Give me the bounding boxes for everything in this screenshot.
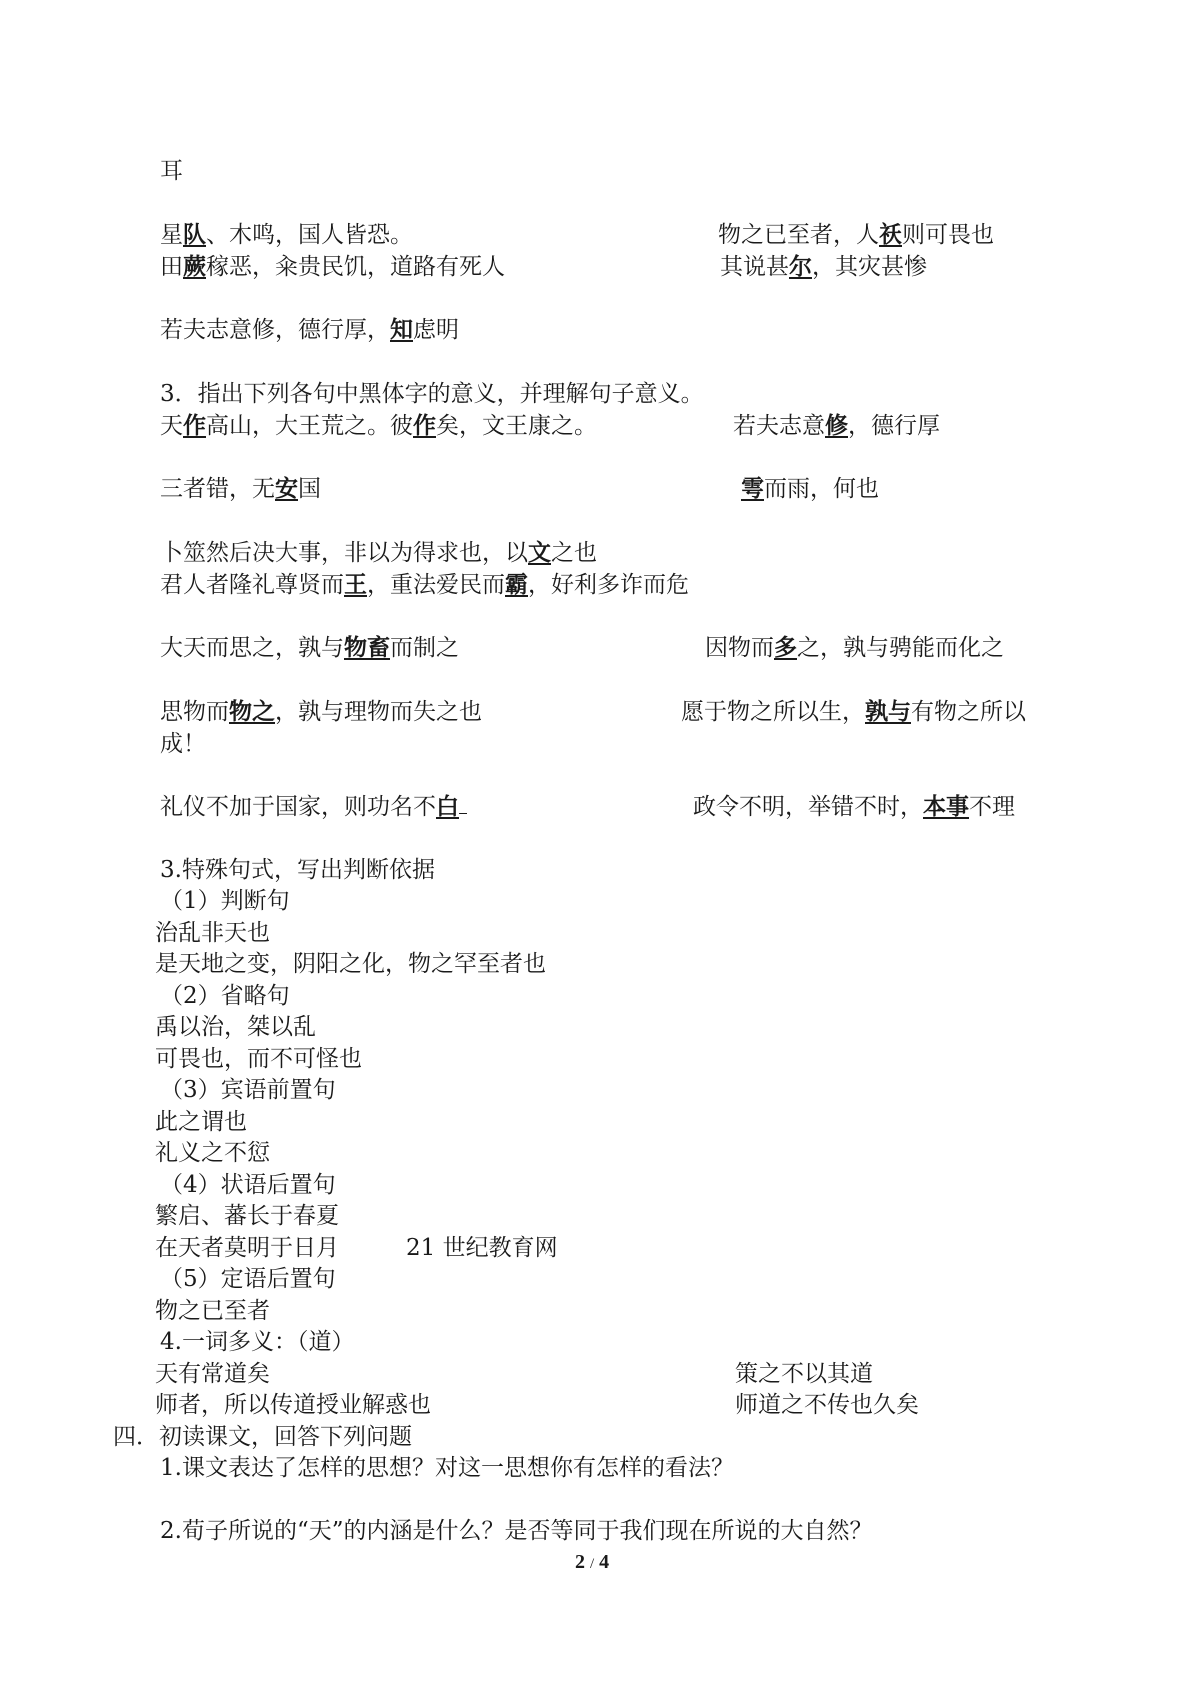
- emphasized-char: 知: [390, 316, 413, 343]
- text-line: [160, 698, 482, 726]
- text-line: [155, 1139, 270, 1167]
- heading-text: 3.特殊句式，写出判断依据: [160, 857, 435, 883]
- line-text: ，其灾甚惨: [812, 254, 927, 280]
- line-text: ，德行厚: [848, 413, 940, 439]
- emphasized-char: 白: [436, 793, 459, 820]
- text-line: [160, 221, 413, 249]
- subheading: [160, 982, 290, 1010]
- heading-text: 四．初读课文，回答下列问题: [113, 1424, 412, 1450]
- line-text: 天有常道矣: [155, 1361, 270, 1387]
- heading-text: 3．指出下列各句中黑体字的意义，并理解句子意义。: [160, 381, 704, 407]
- text-line: [155, 1297, 270, 1325]
- page-number: [575, 1551, 609, 1574]
- subheading: [160, 1171, 336, 1199]
- line-text: 此之谓也: [155, 1109, 247, 1135]
- question-text: 2.荀子所说的“天”的内涵是什么？是否等同于我们现在所说的大自然？: [160, 1518, 873, 1544]
- text-line: [160, 316, 459, 344]
- page-separator: /: [590, 1556, 595, 1572]
- emphasized-char: 雩: [741, 475, 764, 502]
- line-text: 治乱非天也: [155, 920, 270, 946]
- line-text: 若夫志意: [733, 413, 825, 439]
- line-text: 因物而: [705, 635, 774, 661]
- line-text: ，好利多诈而危: [528, 572, 689, 598]
- line-text: 而制之: [390, 635, 459, 661]
- emphasized-char: 霸: [505, 571, 528, 598]
- line-text: 、木鸣，国人皆恐。: [206, 222, 413, 248]
- text-line: [718, 221, 994, 249]
- line-text: 大天而思之，孰与: [160, 635, 344, 661]
- text-line: [735, 1391, 919, 1419]
- line-text: 稼恶，籴贵民饥，道路有死人: [206, 254, 505, 280]
- text-line: [160, 634, 459, 662]
- line-text: 国: [298, 476, 321, 502]
- emphasized-char: 多: [774, 634, 797, 661]
- line-text: 政令不明，举错不时，: [693, 794, 923, 820]
- section-heading: [113, 1423, 412, 1451]
- line-text: 禹以治，桀以乱: [155, 1014, 316, 1040]
- line-text: 物之已至者: [155, 1298, 270, 1324]
- line-text: 繁启、蕃长于春夏: [155, 1203, 339, 1229]
- text-line: [160, 539, 597, 567]
- line-text: 策之不以其道: [735, 1361, 873, 1387]
- subheading: [160, 887, 290, 915]
- emphasized-char: 尔: [789, 253, 812, 280]
- question: [160, 1517, 872, 1545]
- line-text: 而雨，何也: [764, 476, 879, 502]
- emphasized-char: 作: [413, 412, 436, 439]
- text-line: [155, 1391, 431, 1419]
- text-line: [155, 1045, 362, 1073]
- line-text: 有物之所以: [911, 699, 1026, 725]
- line-text: 矣，文王康之。: [436, 413, 597, 439]
- line-text: 之也: [551, 540, 597, 566]
- line-text: 田: [160, 254, 183, 280]
- emphasized-char: 物之: [229, 698, 275, 725]
- emphasized-char: 作: [183, 412, 206, 439]
- emphasized-char: 安: [275, 475, 298, 502]
- heading-text: 4.一词多义：（道）: [160, 1329, 355, 1355]
- line-text: ，孰与理物而失之也: [275, 699, 482, 725]
- text-line: [155, 919, 270, 947]
- line-text: 星: [160, 222, 183, 248]
- text-line: [155, 1234, 339, 1262]
- emphasized-char: 物畜: [344, 634, 390, 661]
- emphasized-char: 孰与: [865, 698, 911, 725]
- blank-underline: [459, 793, 467, 814]
- watermark-text: 21 世纪教育网: [406, 1235, 558, 1261]
- line-text: 是天地之变，阴阳之化，物之罕至者也: [155, 951, 546, 977]
- text-line: [155, 1202, 339, 1230]
- line-text: 愿于物之所以生，: [681, 699, 865, 725]
- line-text: 则可畏也: [902, 222, 994, 248]
- line-text: 耳: [160, 158, 183, 184]
- line-text: ，重法爱民而: [367, 572, 505, 598]
- text-line: [720, 253, 927, 281]
- text-line: [693, 793, 1015, 821]
- line-text: 物之已至者，人: [718, 222, 879, 248]
- text-line: [160, 157, 183, 185]
- watermark: [406, 1234, 558, 1262]
- line-text: 师者，所以传道授业解惑也: [155, 1392, 431, 1418]
- line-text: 师道之不传也久矣: [735, 1392, 919, 1418]
- line-text: 虑明: [413, 317, 459, 343]
- text-line: [160, 571, 689, 599]
- question: [160, 1454, 734, 1482]
- text-line: [155, 1013, 316, 1041]
- line-text: 在天者莫明于日月: [155, 1235, 339, 1261]
- question-text: 1.课文表达了怎样的思想？对这一思想你有怎样的看法？: [160, 1455, 734, 1481]
- emphasized-char: 本事: [923, 793, 969, 820]
- line-text: 不理: [969, 794, 1015, 820]
- emphasized-char: 修: [825, 412, 848, 439]
- text-line: [741, 475, 879, 503]
- line-text: 卜筮然后决大事，非以为得求也，以: [160, 540, 528, 566]
- subheading-text: （4）状语后置句: [160, 1172, 336, 1198]
- text-line: [160, 412, 597, 440]
- line-text: 君人者隆礼尊贤而: [160, 572, 344, 598]
- line-text: 三者错，无: [160, 476, 275, 502]
- page-total: 4: [599, 1551, 610, 1573]
- line-text: 其说甚: [720, 254, 789, 280]
- text-line: [705, 634, 1004, 662]
- line-text: 若夫志意修，德行厚，: [160, 317, 390, 343]
- text-line: [155, 1108, 247, 1136]
- subheading-text: （5）定语后置句: [160, 1266, 336, 1292]
- emphasized-char: 王: [344, 571, 367, 598]
- subheading: [160, 1265, 336, 1293]
- subheading-text: （3）宾语前置句: [160, 1077, 336, 1103]
- line-text: 成！: [160, 731, 206, 757]
- text-line: [733, 412, 940, 440]
- line-text: 高山，大王荒之。彼: [206, 413, 413, 439]
- emphasized-char: 队: [183, 221, 206, 248]
- text-line: [160, 253, 505, 281]
- section-heading: [160, 380, 704, 408]
- subheading-text: （2）省略句: [160, 983, 290, 1009]
- subheading: [160, 1076, 336, 1104]
- line-text: 天: [160, 413, 183, 439]
- page-current: 2: [575, 1551, 585, 1573]
- line-text: 思物而: [160, 699, 229, 725]
- text-line: [160, 475, 321, 503]
- section-heading: [160, 856, 435, 884]
- emphasized-char: 祅: [879, 221, 902, 248]
- line-text: 礼仪不加于国家，则功名不: [160, 794, 436, 820]
- text-line: [160, 793, 467, 821]
- line-text: 礼义之不愆: [155, 1140, 270, 1166]
- line-text: 可畏也，而不可怪也: [155, 1046, 362, 1072]
- text-line: [160, 730, 206, 758]
- text-line: [155, 950, 546, 978]
- subheading-text: （1）判断句: [160, 888, 290, 914]
- section-heading: [160, 1328, 354, 1356]
- text-line: [735, 1360, 873, 1388]
- line-text: 之，孰与骋能而化之: [797, 635, 1004, 661]
- emphasized-char: 蕨: [183, 253, 206, 280]
- text-line: [155, 1360, 270, 1388]
- text-line: [681, 698, 1026, 726]
- emphasized-char: 文: [528, 539, 551, 566]
